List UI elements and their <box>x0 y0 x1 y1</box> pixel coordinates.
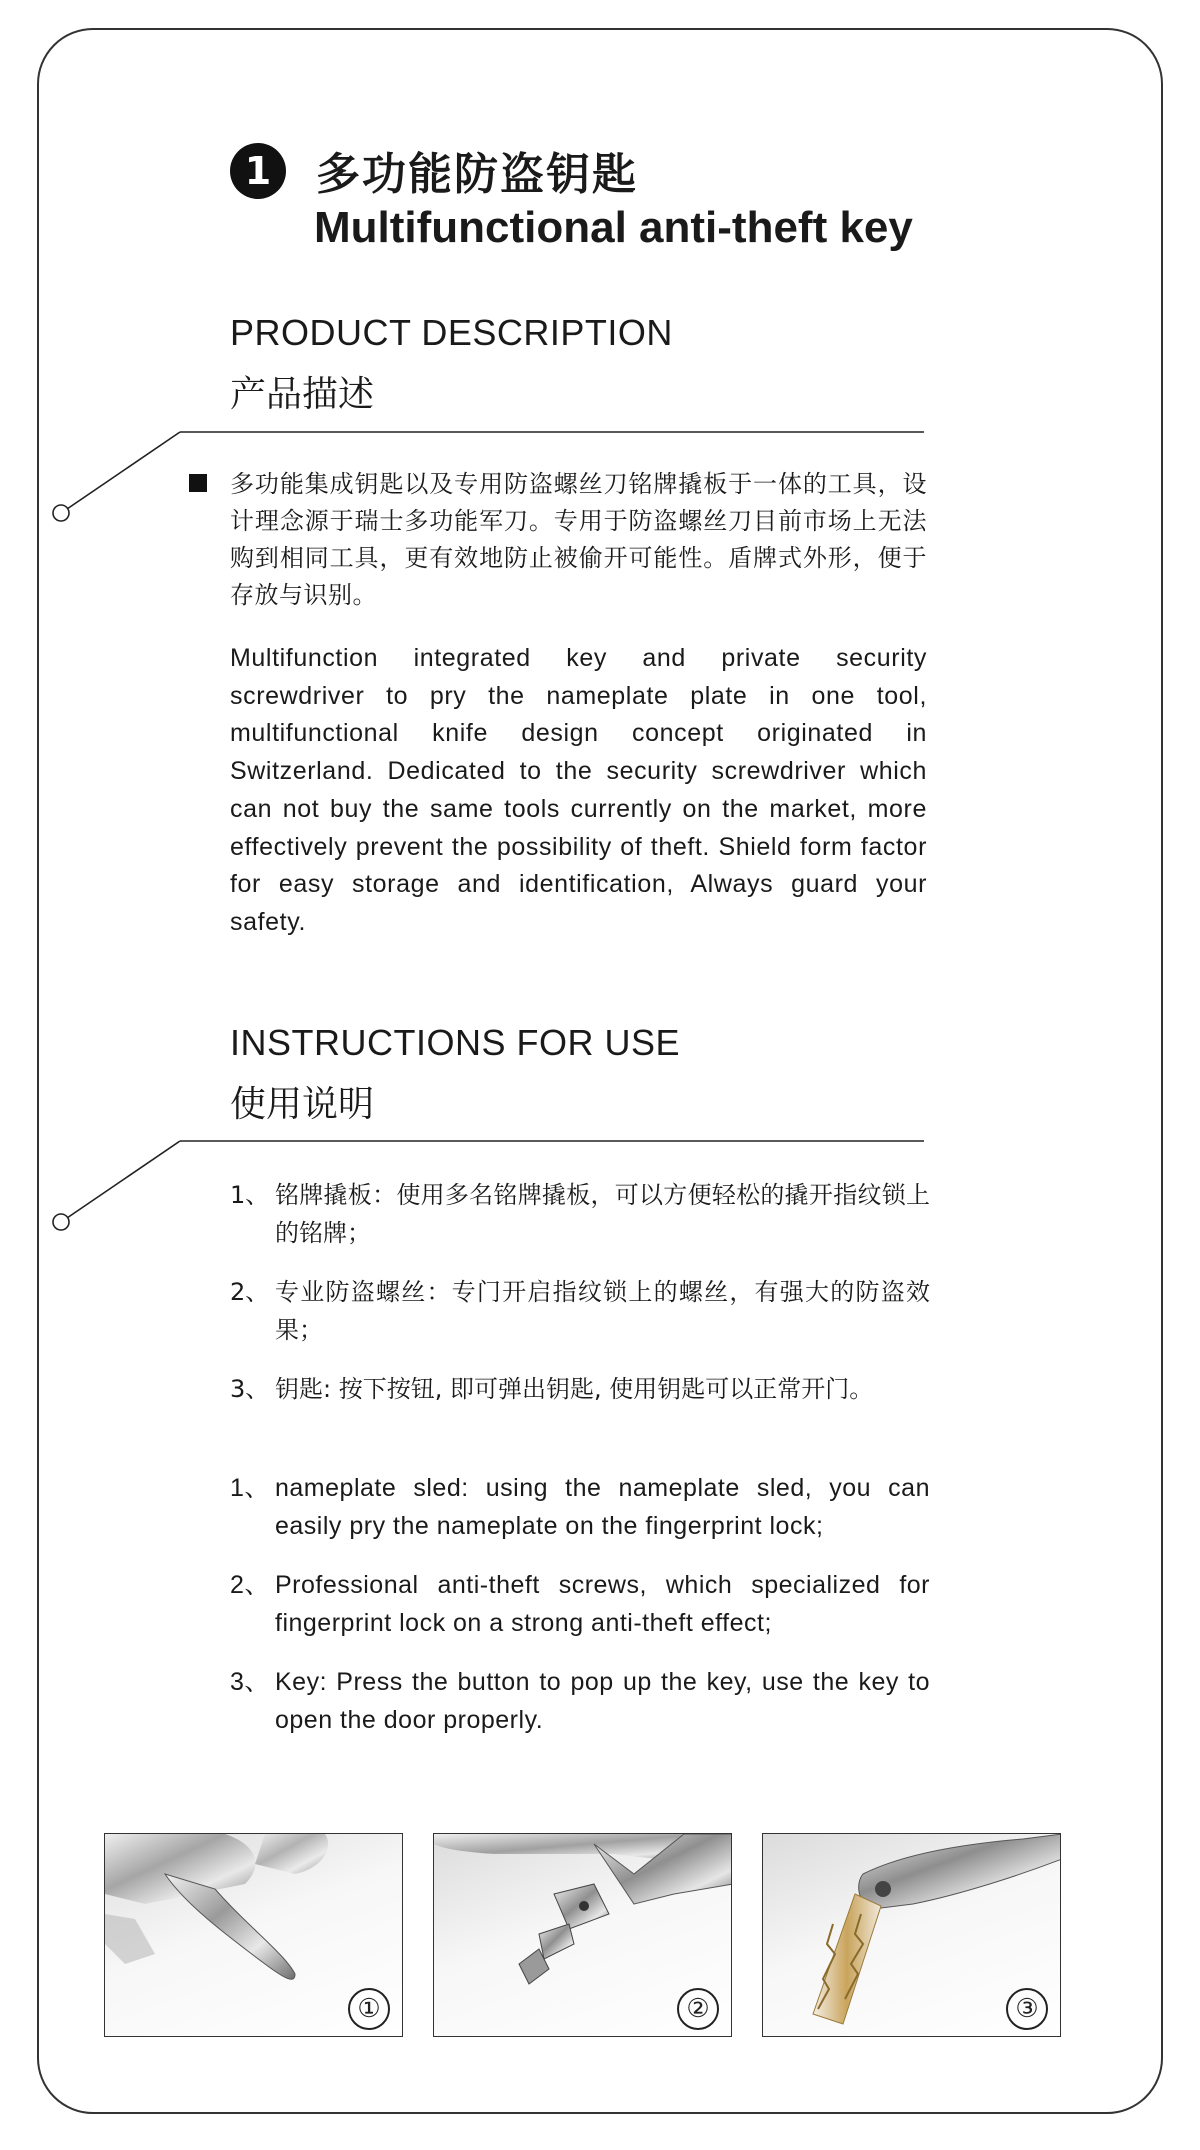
bullet-square-icon <box>189 474 207 492</box>
photo-number-1: ① <box>348 1988 390 2030</box>
list-item-text: Professional anti-theft screws, which specialized for fingerprint lock on a strong anti-theft effect; <box>275 1571 930 1637</box>
section-number-badge: 1 <box>230 143 286 199</box>
list-item-number: 1、 <box>230 1181 270 1209</box>
pry-plate-photo <box>104 1833 403 2037</box>
list-item-number: 3、 <box>230 1375 270 1403</box>
list-item <box>230 1370 930 1408</box>
list-item-text: 钥匙: 按下按钮, 即可弹出钥匙, 使用钥匙可以正常开门。 <box>275 1375 874 1403</box>
list-item-text: Key: Press the button to pop up the key, use the key to open the door properly. <box>275 1668 930 1734</box>
security-screwdriver-photo <box>433 1833 732 2037</box>
instructions-heading-en: INSTRUCTIONS FOR USE <box>230 1022 681 1063</box>
instructions-heading-cn: 使用说明 <box>230 1084 375 1125</box>
list-item <box>230 1176 930 1252</box>
photo-number-2: ② <box>677 1988 719 2030</box>
page-title-cn: 多功能防盗钥匙 <box>316 149 638 200</box>
page-title-en: Multifunctional anti-theft key <box>314 203 913 252</box>
instructions-list-en <box>230 1469 930 1760</box>
description-text-cn: 多功能集成钥匙以及专用防盗螺丝刀铭牌撬板于一体的工具，设计理念源于瑞士多功能军刀。专用于防盗螺丝刀目前市场上无法购到相同工具，更有效地防止被偷开可能性。盾牌式外形，便于存放与识别。 <box>230 470 927 609</box>
list-item-number: 1、 <box>230 1474 270 1502</box>
description-heading-cn: 产品描述 <box>230 374 375 415</box>
list-item-number: 2、 <box>230 1571 270 1599</box>
list-item-number: 3、 <box>230 1668 270 1696</box>
list-item <box>230 1663 930 1739</box>
list-item <box>230 1469 930 1545</box>
list-item <box>230 1273 930 1349</box>
description-text-en: Multifunction integrated key and private security screwdriver to pry the nameplate plate in one tool, multifunctional knife design concept originated in Switzerland. Dedicated to the security screwdriver which can not buy the same tools currently on the market, more effectively prevent the possibility of theft. Shield form factor for easy storage and identification, Always guard your safety. <box>230 644 927 936</box>
description-heading-en: PRODUCT DESCRIPTION <box>230 312 673 353</box>
list-item-number: 2、 <box>230 1278 270 1306</box>
list-item <box>230 1566 930 1642</box>
list-item-text: 专业防盗螺丝：专门开启指纹锁上的螺丝，有强大的防盗效果； <box>275 1278 930 1344</box>
photo-number-3: ③ <box>1006 1988 1048 2030</box>
key-photo <box>762 1833 1061 2037</box>
list-item-text: 铭牌撬板：使用多名铭牌撬板，可以方便轻松的撬开指纹锁上的铭牌； <box>275 1181 930 1247</box>
instructions-list-cn <box>230 1176 930 1429</box>
list-item-text: nameplate sled: using the nameplate sled, you can easily pry the nameplate on the fingerprint lock; <box>275 1474 930 1540</box>
